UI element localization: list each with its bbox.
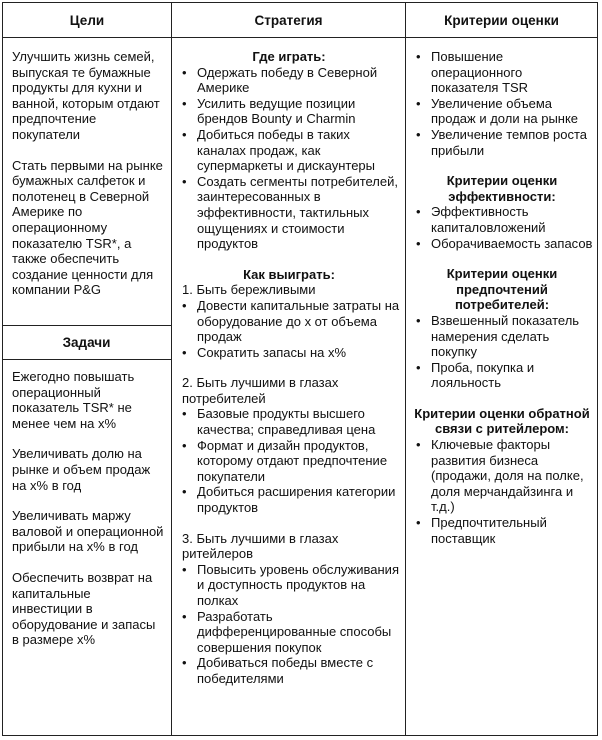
list-item: • Добиться расширения категории продуктов [177,484,401,515]
list-item: • Разработать дифференцированные способы совершения покупок [177,609,401,656]
list-item: • Предпочтительный поставщик [411,515,593,546]
list-item: • Усилить ведущие позиции брендов Bounty и Charmin [177,96,401,127]
list-item: • Взвешенный показатель намерения сделать покупку [411,313,593,360]
task-text: Обеспечить возврат на капитальные инвестиции в оборудование и запасы в размере х% [12,569,156,648]
list-item: • Повысить уровень обслуживания и доступность продуктов на полках [177,562,401,609]
criteria-cell [411,49,593,546]
group-list [177,298,401,360]
list-item: • Формат и дизайн продуктов, которому отдают предпочтение покупатели [177,438,401,485]
tasks-cell [12,369,164,648]
strategy-table [2,2,598,736]
group-title: 1. Быть бережливыми [182,282,316,298]
strategy-cell [177,49,401,687]
list-item: • Повышение операционного показателя TSR [411,49,593,96]
list-item: • Создать сегменты потребителей, заинтересованных в эффективности, тактильных ощущениях и стоимости продуктов [177,174,401,252]
list-item: • Увеличение темпов роста прибыли [411,127,593,158]
list-item: • Сократить запасы на х% [177,345,401,361]
group-title: 2. Быть лучшими в глазах потребителей [182,375,339,406]
goal-text: Улучшить жизнь семей, выпуская те бумажные продукты для кухни и ванной, которым отдают предпочтение покупатели [12,49,160,142]
goals-header: Цели [69,12,105,28]
tasks-divider-bottom [3,359,171,360]
header-divider [3,37,597,38]
preference-criteria-list [411,313,593,391]
feedback-criteria-list [411,437,593,546]
where-to-play-list [177,65,401,252]
task-text: Увеличивать маржу валовой и операционной прибыли на х% в год [12,508,164,555]
preference-criteria-title: Критерии оценки предпочтений потребителей: [446,266,558,313]
how-to-win-title: Как выиграть: [243,266,335,282]
feedback-criteria-title: Критерии оценки обратной связи с ритейлером: [414,405,590,437]
task-text: Увеличивать долю на рынке и объем продаж на х% в год [12,446,151,493]
goals-cell [12,49,164,298]
list-item: • Довести капитальные затраты на оборудование до х от объема продаж [177,298,401,345]
list-item: • Базовые продукты высшего качества; справедливая цена [177,406,401,437]
goal-text: Стать первыми на рынке бумажных салфеток и полотенец в Северной Америке по операционному показателю TSR*, а также обеспечить создание ценности для компании P&G [12,157,163,298]
column-divider [405,3,406,735]
list-item: • Добиться победы в таких каналах продаж, как супермаркеты и дискаунтеры [177,127,401,174]
group-title: 3. Быть лучшими в глазах ритейлеров [182,530,339,562]
where-to-play-title: Где играть: [252,49,326,64]
efficiency-criteria-title: Критерии оценки эффективности: [446,173,558,204]
efficiency-criteria-list [411,204,593,251]
column-divider [171,3,172,735]
list-item: • Ключевые факторы развития бизнеса (продажи, доля на полке, доля мерчандайзинга и т.д.) [411,437,593,515]
list-item: • Эффективность капиталовложений [411,204,593,235]
main-criteria-list [411,49,593,158]
tasks-header: Задачи [62,334,111,350]
list-item: • Увеличение объема продаж и доли на рынке [411,96,593,127]
criteria-header: Критерии оценки [444,12,559,28]
strategy-header: Стратегия [254,12,323,28]
list-item: • Проба, покупка и лояльность [411,360,593,391]
group-list [177,406,401,515]
list-item: • Оборачиваемость запасов [411,236,593,252]
task-text: Ежегодно повышать операционный показатель TSR* не менее чем на х% [12,369,135,431]
group-list [177,562,401,687]
list-item: • Одержать победу в Северной Америке [177,65,401,96]
list-item: • Добиваться победы вместе с победителями [177,655,401,686]
